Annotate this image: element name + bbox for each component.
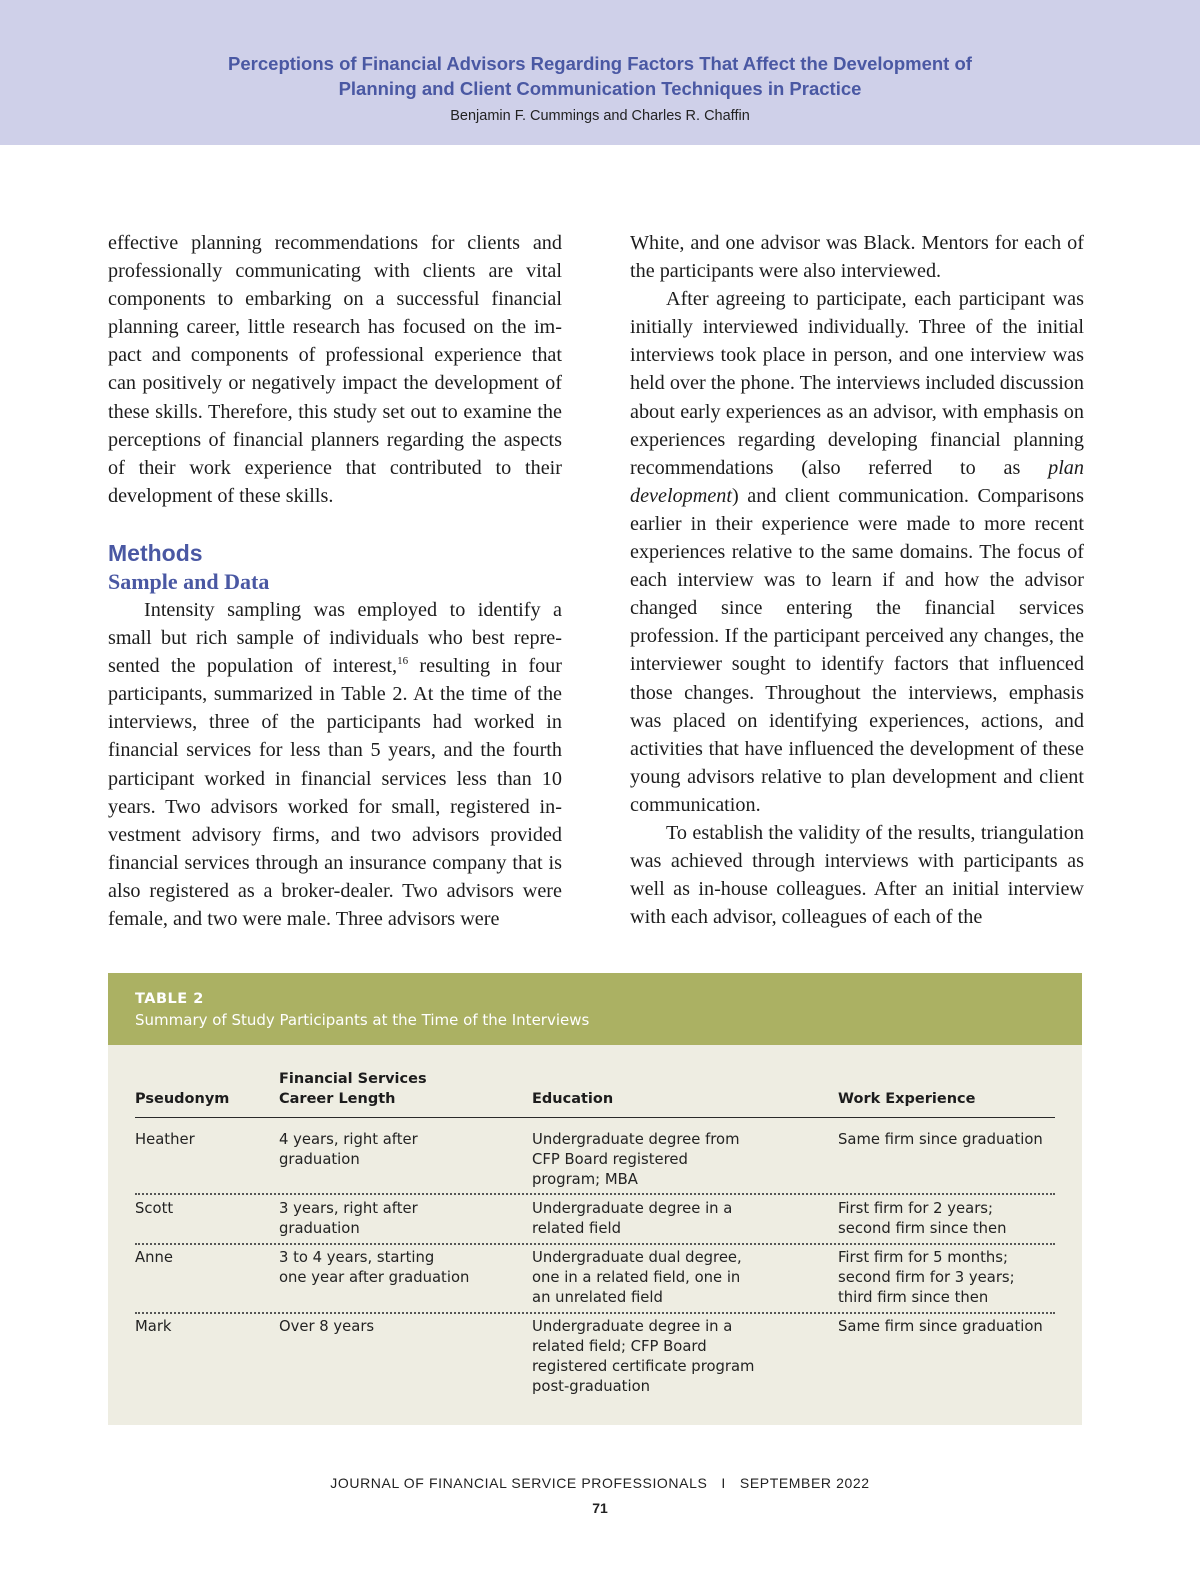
column-header-career-line2: Career Length xyxy=(279,1091,396,1107)
left-column xyxy=(108,229,562,933)
header-rule xyxy=(135,1117,1055,1118)
row-divider xyxy=(135,1243,1055,1245)
cell-work: First firm for 2 years; second firm since then xyxy=(838,1200,1007,1237)
cell-career: 3 years, right after graduation xyxy=(279,1200,418,1237)
article-title xyxy=(0,51,1200,101)
cell-pseudonym: Scott xyxy=(135,1200,174,1217)
cell-pseudonym: Mark xyxy=(135,1318,172,1335)
cell-work: First firm for 5 months; second firm for 3 years; third firm since then xyxy=(838,1249,1015,1306)
table-label: TABLE 2 xyxy=(135,991,204,1007)
page-footer xyxy=(0,1475,1200,1491)
journal-name: JOURNAL OF FINANCIAL SERVICE PROFESSIONALS xyxy=(330,1475,708,1491)
page-number: 71 xyxy=(592,1500,608,1516)
cell-education: Undergraduate degree in a related field xyxy=(532,1200,733,1237)
cell-work: Same firm since graduation xyxy=(838,1131,1043,1148)
header-band xyxy=(0,0,1200,145)
cell-pseudonym: Anne xyxy=(135,1249,173,1266)
right-paragraph-2 xyxy=(630,285,1084,819)
left-paragraph-2-part-b: resulting in four participants, summarized in Table 2. At the time of the interviews, three of the participants had worked in financial services for less than 5 years, and the fourth participant worked in financial services less than 10 years. Two advisors worked for small, registered investment advisory firms, and two advisors provided financial services through an insurance company that is also registered as a broker-dealer. Two advisors were female, and two were male. Three advisors were xyxy=(108,655,562,930)
right-column xyxy=(630,229,1084,931)
cell-career: 4 years, right after graduation xyxy=(279,1131,418,1168)
right-paragraph-3: To establish the validity of the results, triangulation was achieved through interviews with participants as well as in-house colleagues. After an initial interview with each advisor, colleagues of each of the xyxy=(630,821,1084,929)
cell-education: Undergraduate degree in a related field; CFP Board registered certificate program post-graduation xyxy=(532,1318,755,1395)
column-header-work: Work Experience xyxy=(838,1091,976,1107)
cell-pseudonym: Heather xyxy=(135,1131,195,1148)
left-paragraph-2-part-a: Intensity sampling was employed to identify a small but rich sample of individuals who best represented the population of interest, xyxy=(108,598,562,678)
left-paragraph-1: effective planning recommendations for clients and professionally communicating with clients are vital components to embarking on a successful financial planning career, little research has focused on the impact and components of professional experience that can positively or negatively impact the development of these skills. Therefore, this study set out to examine the perceptions of financial planners regarding the aspects of their work experience that contributed to their development of these skills. xyxy=(108,232,562,507)
article-title-line1: Perceptions of Financial Advisors Regarding Factors That Affect the Development of xyxy=(228,53,972,74)
row-divider xyxy=(135,1193,1055,1195)
left-paragraph-2 xyxy=(108,596,562,933)
cell-work: Same firm since graduation xyxy=(838,1318,1043,1335)
article-title-line2: Planning and Client Communication Techniques in Practice xyxy=(338,78,862,99)
column-header-career xyxy=(279,1069,427,1109)
table-2 xyxy=(108,973,1082,1425)
issue-date: SEPTEMBER 2022 xyxy=(739,1475,870,1491)
table-header-band xyxy=(108,973,1082,1045)
right-paragraph-2-part-a: After agreeing to participate, each participant was initially interviewed individually. Three of the initial interviews took place in person, and one interview was held over the phone. The interviews included discussion about early experiences as an advisor, with emphasis on experiences regarding developing financial planning recommendations (also referred to as xyxy=(630,288,1084,479)
subsection-heading-sample: Sample and Data xyxy=(108,568,270,594)
footer-separator: I xyxy=(721,1475,726,1491)
row-divider xyxy=(135,1312,1055,1314)
cell-education: Undergraduate dual degree, one in a related field, one in an unrelated field xyxy=(532,1249,742,1306)
table-caption: Summary of Study Participants at the Time of the Interviews xyxy=(135,1011,590,1029)
column-header-pseudonym: Pseudonym xyxy=(135,1091,230,1107)
cell-career: 3 to 4 years, starting one year after graduation xyxy=(279,1249,470,1286)
right-paragraph-1: White, and one advisor was Black. Mentors for each of the participants were also interviewed. xyxy=(630,232,1084,283)
cell-career: Over 8 years xyxy=(279,1318,375,1335)
section-heading-methods: Methods xyxy=(108,539,203,566)
column-header-education: Education xyxy=(532,1091,614,1107)
article-authors: Benjamin F. Cummings and Charles R. Chaffin xyxy=(450,108,750,124)
cell-education: Undergraduate degree from CFP Board registered program; MBA xyxy=(532,1131,740,1188)
right-paragraph-2-emphasis: plan development xyxy=(630,456,1084,507)
footnote-ref-16[interactable]: 16 xyxy=(397,655,409,668)
right-paragraph-2-part-b: ) and client communication. Comparisons earlier in their experience were made to more recent experiences relative to the same domains. The focus of each interview was to learn if and how the advisor changed since entering the financial services profession. If the participant perceived any changes, the interviewer sought to identify factors that influenced those changes. Throughout the interviews, emphasis was placed on identifying experiences, actions, and activities that have influenced the development of these young advisors relative to plan development and client communication. xyxy=(630,484,1084,816)
column-header-career-line1: Financial Services xyxy=(279,1071,427,1087)
